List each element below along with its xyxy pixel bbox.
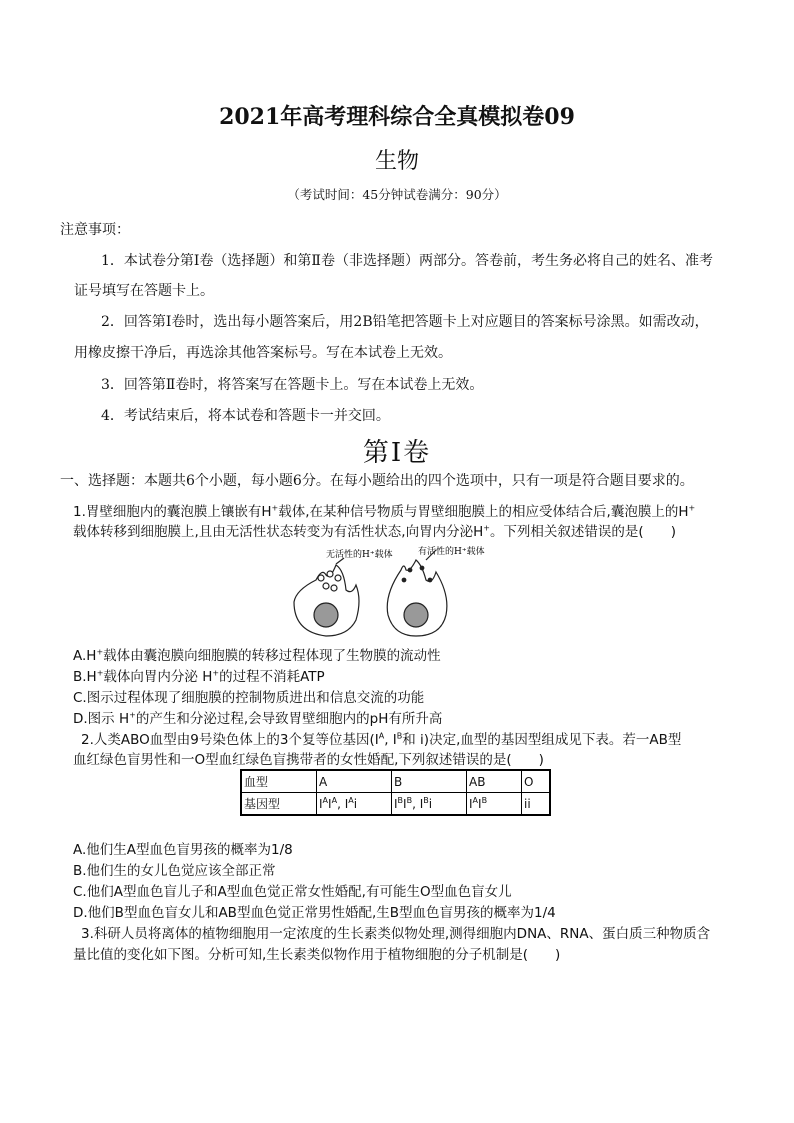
notice-item-2-line-1: 2．回答第Ⅰ卷时，选出每小题答案后，用2B铅笔把答题卡上对应题目的答案标号涂黑。如需改动， xyxy=(101,314,709,330)
table-cell: ii xyxy=(522,793,551,816)
genotype-a-cell: $I^AI^A$, $I^Ai$ xyxy=(317,793,392,816)
genotype-ab-cell: $I^AI^B$ xyxy=(467,793,522,816)
notice-item-2-line-2: 用橡皮擦干净后，再选涂其他答案标号。写在本试卷上无效。 xyxy=(74,345,452,361)
q1-option-a: A.H+载体由囊泡膜向细胞膜的转移过程体现了生物膜的流动性 xyxy=(73,647,441,664)
q1-option-c: C.图示过程体现了细胞膜的控制物质进出和信息交流的功能 xyxy=(73,690,425,706)
q1-stem-line-1: 1.胃壁细胞内的囊泡膜上镶嵌有H+载体,在某种信号物质与胃壁细胞膜上的相应受体结合后,囊泡膜上的H+ xyxy=(73,503,696,520)
q2-option-d: D.他们B型血色盲女儿和AB型血色觉正常男性婚配,生B型血色盲男孩的概率为1/4 xyxy=(73,905,556,921)
q3-stem-line-1: 3.科研人员将离体的植物细胞用一定浓度的生长素类似物处理,测得细胞内DNA、RNA、蛋白质三种物质含 xyxy=(81,926,711,942)
q2-option-a: A.他们生A型血色盲男孩的概率为1/8 xyxy=(73,842,293,858)
figure-label-inactive: 无活性的H⁺载体 xyxy=(326,550,393,560)
subject-heading: 生物 xyxy=(374,149,419,174)
genotype-b-cell: $I^BI^B$, $I^Bi$ xyxy=(392,793,467,816)
table-cell: B xyxy=(392,770,467,793)
table-cell: 血型 xyxy=(241,770,317,793)
q1-option-d: D.图示 H+的产生和分泌过程,会导致胃壁细胞内的pH有所升高 xyxy=(73,710,443,727)
q2-option-b: B.他们生的女儿色觉应该全部正常 xyxy=(73,863,276,879)
page-title: 2021年高考理科综合全真模拟卷09 xyxy=(219,104,575,130)
active-cell-drawing xyxy=(387,550,447,636)
table-row xyxy=(241,770,550,793)
inactive-cell-drawing xyxy=(294,558,359,636)
q2-option-c: C.他们A型血色盲儿子和A型血色觉正常女性婚配,有可能生O型血色盲女儿 xyxy=(73,884,512,900)
q1-option-b: B.H+载体向胃内分泌 H+的过程不消耗ATP xyxy=(73,668,325,685)
exam-time-info: （考试时间：45分钟试卷满分：90分） xyxy=(287,187,507,202)
notice-item-1-line-2: 证号填写在答题卡上。 xyxy=(74,283,214,299)
notice-item-4: 4．考试结束后，将本试卷和答题卡一并交回。 xyxy=(101,408,390,424)
notice-item-3: 3．回答第Ⅱ卷时，将答案写在答题卡上。写在本试卷上无效。 xyxy=(101,377,484,393)
section-title: 第Ⅰ卷 xyxy=(362,438,432,468)
table-cell: O xyxy=(522,770,551,793)
table-cell: 基因型 xyxy=(241,793,317,816)
q3-stem-line-2: 量比值的变化如下图。分析可知,生长素类似物作用于植物细胞的分子机制是( ) xyxy=(73,947,561,963)
table-cell: A xyxy=(317,770,392,793)
q2-stem-line-2: 血红绿色盲男性和一O型血红绿色盲携带者的女性婚配,下列叙述错误的是( ) xyxy=(73,752,544,768)
table-row xyxy=(241,793,550,816)
q2-stem-line-1: 2.人类ABO血型由9号染色体上的3个复等位基因($I^A$, $I^B$和 i)决定,血型的基因型组成见下表。若一AB型 xyxy=(81,731,682,748)
section-instruction: 一、选择题：本题共6个小题，每小题6分。在每小题给出的四个选项中，只有一项是符合题目要求的。 xyxy=(60,473,694,489)
gastric-cell-figure xyxy=(286,540,536,640)
q1-stem-line-2: 载体转移到细胞膜上,且由无活性状态转变为有活性状态,向胃内分泌H+。下列相关叙述错误的是( ) xyxy=(73,523,676,540)
notice-heading: 注意事项： xyxy=(60,222,130,238)
blood-type-table xyxy=(240,769,551,816)
table-cell: AB xyxy=(467,770,522,793)
figure-label-active: 有活性的H⁺载体 xyxy=(418,547,485,557)
notice-item-1-line-1: 1．本试卷分第Ⅰ卷（选择题）和第Ⅱ卷（非选择题）两部分。答卷前，考生务必将自己的姓名、准考 xyxy=(101,253,713,269)
